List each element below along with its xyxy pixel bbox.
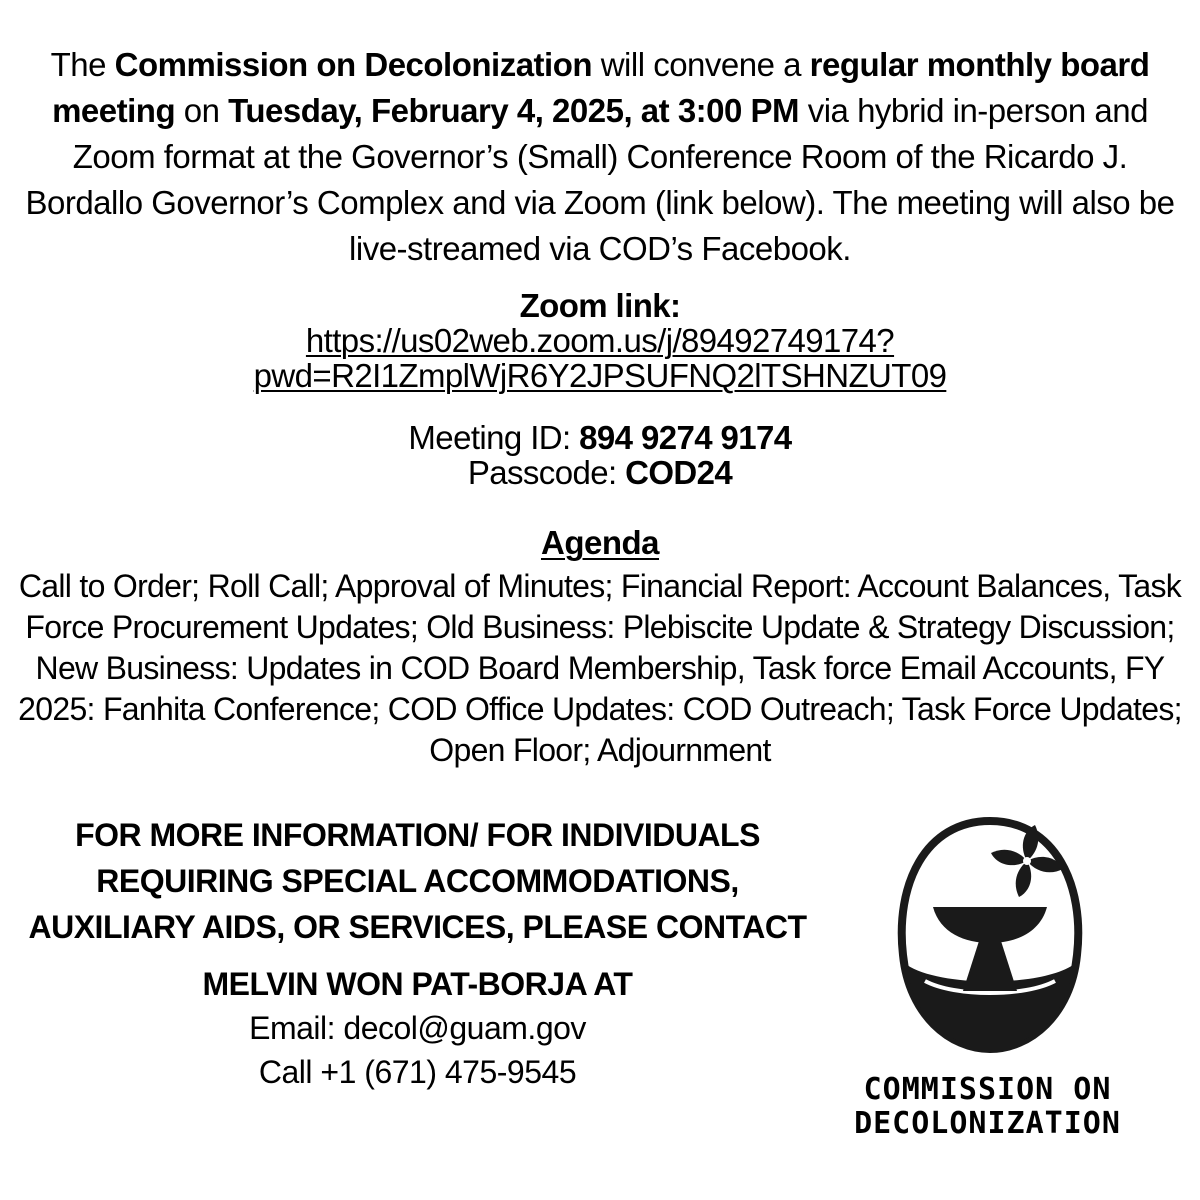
intro-paragraph bbox=[20, 42, 1180, 272]
cod-logo bbox=[840, 815, 1135, 1145]
zoom-link-line-1[interactable]: https://us02web.zoom.us/j/89492749174? bbox=[305, 322, 895, 359]
agenda-title: Agenda bbox=[540, 524, 659, 561]
cod-emblem-icon bbox=[895, 815, 1085, 1055]
meeting-credentials bbox=[20, 420, 1180, 490]
passcode-value: COD24 bbox=[625, 454, 733, 491]
meeting-type: regular monthly board meeting bbox=[52, 46, 1150, 129]
logo-wordmark bbox=[840, 1073, 1135, 1141]
zoom-link-line-2[interactable]: pwd=R2I1ZmplWjR6Y2JPSUFNQ2lTSHNZUT09 bbox=[253, 357, 947, 394]
passcode-label: Passcode: bbox=[467, 454, 626, 491]
contact-phone[interactable]: Call +1 (671) 475-9545 bbox=[258, 1054, 577, 1090]
agenda-body: Call to Order; Roll Call; Approval of Minutes; Financial Report: Account Balances, Task Force Procurement Updates; Old Business: Plebiscite Update & Strategy Discussion; New Business: Updates in COD Board Membership, Task force Email Accounts, FY 2025: Fanhita Conference; COD Office Updates: COD Outreach; Task Force Updates; Open Floor; Adjournment bbox=[18, 568, 1182, 768]
contact-heading: FOR MORE INFORMATION/ FOR INDIVIDUALS REQUIRING SPECIAL ACCOMMODATIONS, AUXILIARY AIDS, OR SERVICES, PLEASE CONTACT bbox=[28, 817, 807, 945]
passcode-row bbox=[20, 455, 1180, 490]
contact-section bbox=[20, 812, 815, 1094]
intro-text-4: via hybrid in-person and Zoom format at the Governor’s (Small) Conference Room of the Ricardo J. Bordallo Governor’s Complex and via Zoom (link below). The meeting will also be live-streamed via COD’s Facebook. bbox=[25, 92, 1175, 267]
zoom-section bbox=[20, 288, 1180, 393]
intro-text-2: will convene a bbox=[592, 46, 810, 83]
intro-text-1: The bbox=[50, 46, 115, 83]
agenda-heading bbox=[20, 524, 1180, 562]
contact-email[interactable]: Email: decol@guam.gov bbox=[249, 1010, 586, 1046]
logo-line-1: COMMISSION ON bbox=[863, 1072, 1112, 1107]
meeting-id-label: Meeting ID: bbox=[408, 419, 580, 456]
meeting-id-value: 894 9274 9174 bbox=[579, 419, 792, 456]
meeting-id-row bbox=[20, 420, 1180, 455]
meeting-datetime: Tuesday, February 4, 2025, at 3:00 PM bbox=[228, 92, 800, 129]
contact-name: MELVIN WON PAT-BORJA AT bbox=[202, 966, 633, 1002]
zoom-title: Zoom link: bbox=[519, 287, 681, 324]
logo-line-2: DECOLONIZATION bbox=[854, 1106, 1121, 1141]
intro-text-3: on bbox=[175, 92, 229, 129]
organization-name: Commission on Decolonization bbox=[114, 46, 593, 83]
zoom-link[interactable] bbox=[20, 323, 1180, 393]
